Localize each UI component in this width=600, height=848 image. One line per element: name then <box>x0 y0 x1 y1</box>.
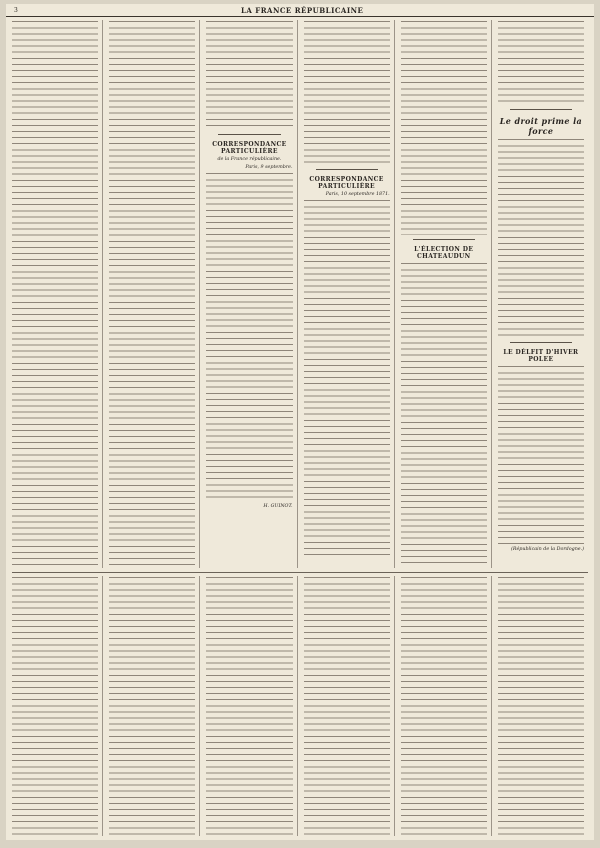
dateline: Paris, 9 septembre. <box>245 165 293 170</box>
feuilleton-column-6 <box>498 576 588 836</box>
feuilleton-column-3 <box>206 576 297 836</box>
divider <box>413 239 475 240</box>
column-2 <box>109 20 200 568</box>
text-block <box>498 20 584 105</box>
article-subheading: de la France républicaine. <box>217 157 282 162</box>
feuilleton-column-2 <box>109 576 200 836</box>
page-number: 3 <box>14 6 19 14</box>
text-block <box>498 138 584 338</box>
text-block <box>206 576 292 836</box>
text-block <box>498 576 584 836</box>
article-heading: L'ÉLECTION DE CHATEAUDUN <box>414 246 474 260</box>
feuilleton-column-1 <box>12 576 103 836</box>
divider <box>510 109 572 110</box>
divider <box>218 134 280 135</box>
column-4 <box>304 20 395 568</box>
signature: H. GUINOT. <box>263 504 293 509</box>
text-block <box>401 20 487 235</box>
dateline: Paris, 10 septembre 1871. <box>325 192 390 197</box>
source-signature: (Républicain de la Dordogne.) <box>510 547 585 552</box>
text-block <box>12 20 98 568</box>
top-columns <box>12 20 588 568</box>
text-block <box>304 576 390 836</box>
text-block <box>206 172 292 502</box>
text-block <box>401 576 487 836</box>
newspaper-page <box>6 4 594 840</box>
text-block <box>206 20 292 130</box>
text-block <box>498 365 584 545</box>
feuilleton-column-4 <box>304 576 395 836</box>
column-5 <box>401 20 492 568</box>
text-block <box>401 262 487 568</box>
column-1 <box>12 20 103 568</box>
article-heading: LE DÉLFIT D'HIVER POLEE <box>503 349 579 363</box>
newspaper-title: LA FRANCE RÉPUBLICAINE <box>240 5 364 15</box>
divider <box>510 342 572 343</box>
feuilleton-column-5 <box>401 576 492 836</box>
text-block <box>109 20 195 568</box>
masthead <box>6 4 594 17</box>
text-block <box>12 576 98 836</box>
text-block <box>304 199 390 559</box>
text-block <box>304 20 390 165</box>
article-heading: Le droit prime la force <box>499 116 583 136</box>
column-6 <box>498 20 588 568</box>
article-heading: CORRESPONDANCE PARTICULIÈRE <box>309 176 384 190</box>
article-heading: CORRESPONDANCE PARTICULIÈRE <box>212 141 287 155</box>
column-3 <box>206 20 297 568</box>
feuilleton-columns <box>12 572 588 836</box>
divider <box>316 169 378 170</box>
text-block <box>109 576 195 836</box>
